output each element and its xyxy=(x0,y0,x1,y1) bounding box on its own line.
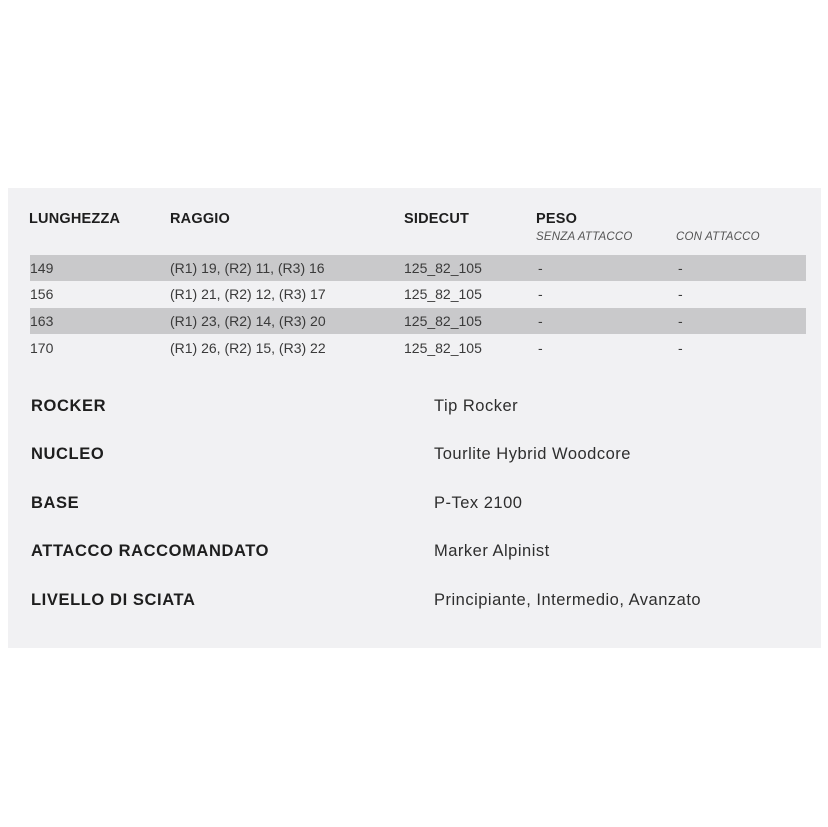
cell-raggio: (R1) 26, (R2) 15, (R3) 22 xyxy=(170,340,326,356)
table-row xyxy=(30,308,806,334)
cell-peso-con: - xyxy=(678,260,683,276)
header-lunghezza: LUNGHEZZA xyxy=(29,211,121,227)
cell-peso-senza: - xyxy=(538,340,543,356)
cell-peso-con: - xyxy=(678,286,683,302)
cell-sidecut: 125_82_105 xyxy=(404,313,482,329)
header-sidecut: SIDECUT xyxy=(404,211,470,227)
spec-value-livello: Principiante, Intermedio, Avanzato xyxy=(434,591,702,609)
cell-peso-con: - xyxy=(678,313,683,329)
spec-value-base: P-Tex 2100 xyxy=(434,494,523,512)
header-peso: PESO xyxy=(536,211,578,227)
cell-sidecut: 125_82_105 xyxy=(404,260,482,276)
cell-peso-senza: - xyxy=(538,260,543,276)
spec-label-rocker: ROCKER xyxy=(31,397,107,415)
spec-label-base: BASE xyxy=(31,494,80,512)
cell-peso-senza: - xyxy=(538,286,543,302)
subheader-senza-attacco: SENZA ATTACCO xyxy=(536,231,633,243)
subheader-con-attacco: CON ATTACCO xyxy=(676,231,760,243)
cell-raggio: (R1) 21, (R2) 12, (R3) 17 xyxy=(170,286,326,302)
spec-label-nucleo: NUCLEO xyxy=(31,445,105,463)
cell-peso-senza: - xyxy=(538,313,543,329)
table-row xyxy=(30,335,806,361)
cell-raggio: (R1) 19, (R2) 11, (R3) 16 xyxy=(170,260,325,276)
spec-label-livello: LIVELLO DI SCIATA xyxy=(31,591,196,609)
cell-sidecut: 125_82_105 xyxy=(404,340,482,356)
table-row xyxy=(30,255,806,281)
spec-value-nucleo: Tourlite Hybrid Woodcore xyxy=(434,445,631,463)
cell-lunghezza: 156 xyxy=(30,286,54,302)
cell-sidecut: 125_82_105 xyxy=(404,286,482,302)
table-row xyxy=(30,281,806,307)
cell-lunghezza: 170 xyxy=(30,340,54,356)
cell-raggio: (R1) 23, (R2) 14, (R3) 20 xyxy=(170,313,326,329)
spec-value-attacco: Marker Alpinist xyxy=(434,542,550,560)
spec-panel xyxy=(8,188,821,648)
spec-label-attacco: ATTACCO RACCOMANDATO xyxy=(31,542,270,560)
cell-lunghezza: 163 xyxy=(30,313,54,329)
cell-peso-con: - xyxy=(678,340,683,356)
header-raggio: RAGGIO xyxy=(170,211,231,227)
spec-value-rocker: Tip Rocker xyxy=(434,397,519,415)
cell-lunghezza: 149 xyxy=(30,260,54,276)
